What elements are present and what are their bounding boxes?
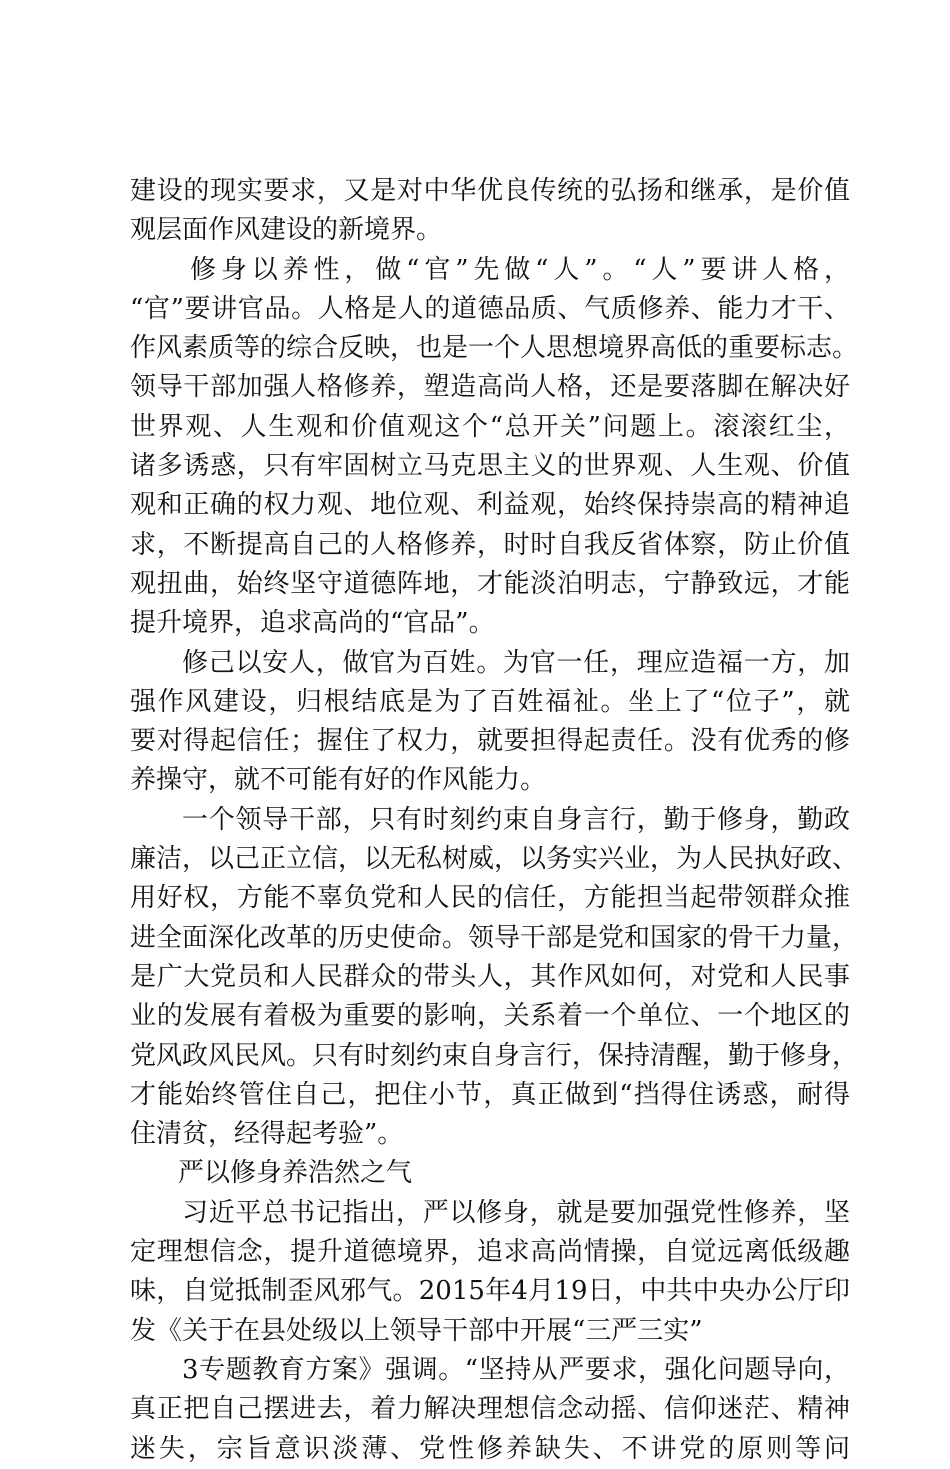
text-line: 住清贫，经得起考验”。	[130, 1119, 404, 1150]
body-text	[130, 172, 859, 1469]
text-line: 迷失，宗旨意识淡薄、党性修养缺失、不讲党的原则等问	[130, 1433, 850, 1464]
text-line: 发《关于在县处级以上领导干部中开展“三严三实”	[130, 1315, 703, 1346]
text-line: 进全面深化改革的历史使命。领导干部是党和国家的骨干力量，	[130, 922, 859, 953]
text-line: 味，自觉抵制歪风邪气。2015年4月19日，中共中央办公厅印	[130, 1276, 850, 1307]
text-line: 提升境界，追求高尚的“官品”。	[130, 608, 495, 639]
text-line: 求，不断提高自己的人格修养，时时自我反省体察，防止价值	[130, 529, 850, 560]
text-line: 是广大党员和人民群众的带头人，其作风如何，对党和人民事	[130, 961, 850, 992]
text-line: 强作风建设，归根结底是为了百姓福祉。坐上了“位子”，就	[130, 686, 850, 717]
text-line: 观层面作风建设的新境界。	[130, 215, 443, 246]
text-line: “官”要讲官品。人格是人的道德品质、气质修养、能力才干、	[130, 293, 850, 324]
paragraph-start-line: 3专题教育方案》强调。“坚持从严要求，强化问题导向，	[182, 1354, 850, 1385]
paragraph-start-line: 修身以养性，做“官”先做“人”。“人”要讲人格，	[190, 254, 850, 285]
text-line: 真正把自己摆进去，着力解决理想信念动摇、信仰迷茫、精神	[130, 1394, 850, 1425]
text-line: 要对得起信任；握住了权力，就要担得起责任。没有优秀的修	[130, 726, 850, 757]
text-line: 用好权，方能不辜负党和人民的信任，方能担当起带领群众推	[130, 883, 850, 914]
text-line: 定理想信念，提升道德境界，追求高尚情操，自觉远离低级趣	[130, 1237, 850, 1268]
text-line: 诸多诱惑，只有牢固树立马克思主义的世界观、人生观、价值	[130, 451, 850, 482]
text-line: 建设的现实要求，又是对中华优良传统的弘扬和继承，是价值	[130, 176, 850, 206]
paragraph-start-line: 修己以安人，做官为百姓。为官一任，理应造福一方，加	[182, 647, 850, 678]
text-line: 养操守，就不可能有好的作风能力。	[130, 765, 547, 796]
text-line: 廉洁，以己正立信，以无私树威，以务实兴业，为人民执好政、	[130, 844, 859, 875]
text-line: 业的发展有着极为重要的影响，关系着一个单位、一个地区的	[130, 1001, 850, 1032]
text-line: 作风素质等的综合反映，也是一个人思想境界高低的重要标志。	[130, 333, 859, 364]
text-line: 才能始终管住自己，把住小节，真正做到“挡得住诱惑，耐得	[130, 1079, 850, 1110]
text-line: 领导干部加强人格修养，塑造高尚人格，还是要落脚在解决好	[130, 372, 850, 403]
text-line: 观和正确的权力观、地位观、利益观，始终保持崇高的精神追	[130, 490, 850, 521]
text-line: 世界观、人生观和价值观这个“总开关”问题上。滚滚红尘，	[130, 411, 850, 442]
text-line: 观扭曲，始终坚守道德阵地，才能淡泊明志，宁静致远，才能	[130, 568, 850, 599]
text-line: 党风政风民风。只有时刻约束自身言行，保持清醒，勤于修身，	[130, 1040, 859, 1071]
paragraph-start-line: 习近平总书记指出，严以修身，就是要加强党性修养，坚	[182, 1197, 850, 1228]
paragraph-start-line: 一个领导干部，只有时刻约束自身言行，勤于修身，勤政	[182, 804, 850, 835]
section-heading: 严以修身养浩然之气	[178, 1158, 413, 1189]
